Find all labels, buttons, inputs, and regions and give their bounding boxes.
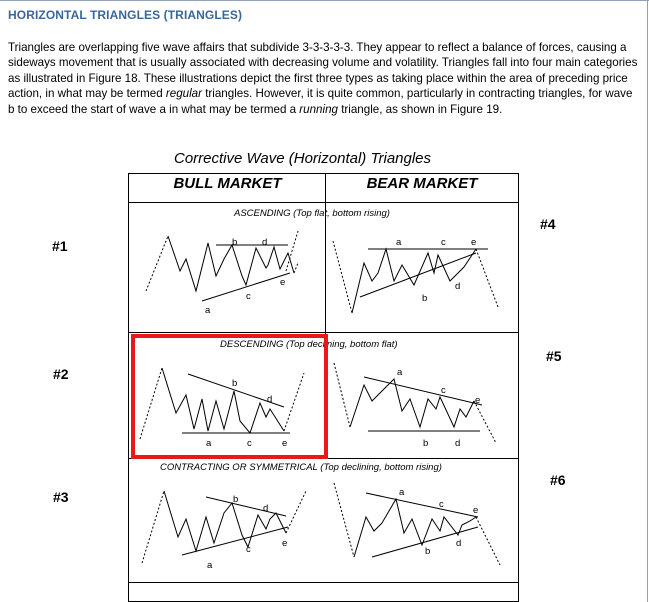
contracting-bear-wave-a: a [399,487,405,498]
row-2-left-number: #2 [53,366,69,382]
ascending-bull-diagram [146,231,298,301]
row-2-caption: DESCENDING (Top declining, bottom flat) [220,339,398,350]
frame-top-border [0,0,649,1]
ascending-bull-wave-d: d [262,237,268,248]
descending-bull-wave-a: a [206,438,212,449]
ascending-bull-wave-e: e [280,277,286,288]
descending-bear-wave-c: c [441,385,446,396]
descending-bull-wave-d: d [267,394,273,405]
contracting-bull-diagram [142,491,306,563]
intro-paragraph: Triangles are overlapping five wave affairs that subdivide 3-3-3-3-3. They appear to reflect a balance of forces, causing a sideways movement that is usually associated with decreasing volume and volatility. Triangles fall into four main categories as illustrated in Figure 18. These illustrations depict the first three types as taking place within the area of preceding price action, in what may be termed regular triangles. However, it is quite common, particularly in contracting triangles, for wave b to exceed the start of wave a in what may be termed a running triangle, as shown in Figure 19. [8,41,638,116]
descending-bull-wave-b: b [232,378,238,389]
descending-bear-wave-b: b [423,438,429,449]
contracting-bear-wave-c: c [439,499,444,510]
contracting-bull-wave-e: e [282,538,288,549]
ascending-bull-wave-c: c [246,291,251,302]
descending-bear-wave-d: d [455,438,461,449]
contracting-bear-wave-b: b [425,546,431,557]
contracting-bull-wave-c: c [246,544,251,555]
row-1-right-number: #4 [540,216,556,232]
section-heading: HORIZONTAL TRIANGLES (TRIANGLES) [8,8,243,22]
row-3-left-number: #3 [53,489,69,505]
ascending-bear-wave-a: a [396,237,402,248]
ascending-bear-wave-e: e [471,237,477,248]
descending-bear-wave-a: a [397,367,403,378]
descending-bear-wave-e: e [475,395,481,406]
ascending-bear-diagram [333,241,498,313]
contracting-bear-diagram [334,483,500,565]
row-3-right-number: #6 [550,472,566,488]
descending-bull-wave-c: c [247,438,252,449]
row-3-caption: CONTRACTING OR SYMMETRICAL (Top declining, bottom rising) [160,462,442,473]
contracting-bear-wave-e: e [473,505,479,516]
ascending-bull-wave-b: b [232,237,238,248]
frame-right-border [647,0,648,602]
bull-market-header: BULL MARKET [173,175,282,192]
descending-bull-wave-e: e [282,438,288,449]
contracting-bull-wave-a: a [207,560,213,571]
ascending-bull-wave-a: a [205,305,211,316]
bear-market-header: BEAR MARKET [366,175,478,192]
contracting-bull-wave-b: b [233,494,239,505]
descending-bear-diagram [334,363,496,443]
row-1-caption: ASCENDING (Top flat, bottom rising) [234,208,390,219]
row-1-left-number: #1 [52,238,68,254]
ascending-bear-wave-d: d [455,281,461,292]
ascending-bear-wave-c: c [441,237,446,248]
ascending-bear-wave-b: b [422,293,428,304]
highlight-box-descending-bull [131,334,328,459]
row-2-right-number: #5 [546,348,562,364]
contracting-bear-wave-d: d [456,538,462,549]
contracting-bull-wave-d: d [263,503,269,514]
